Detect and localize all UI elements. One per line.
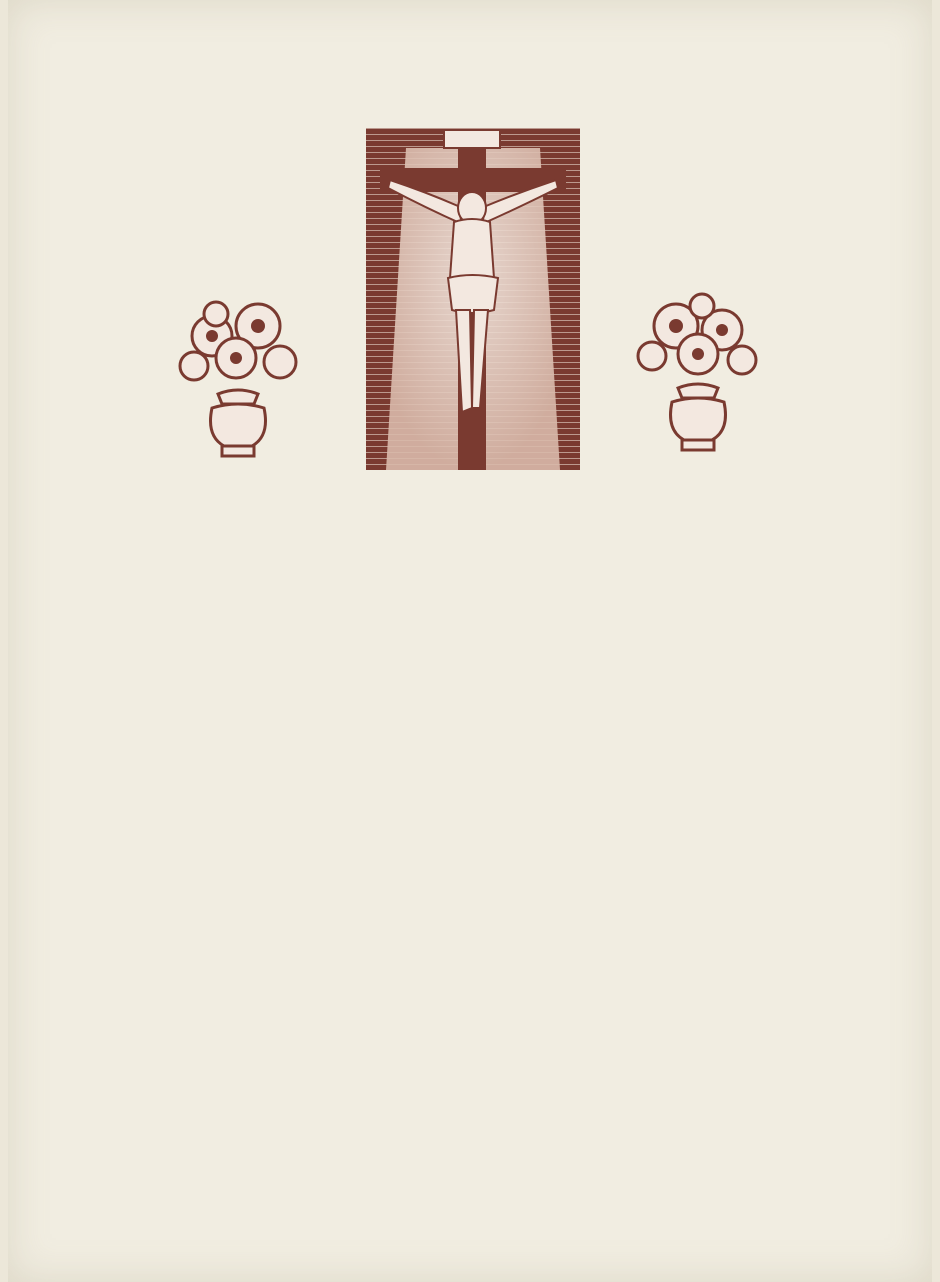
crucifix-woodcut-icon (366, 128, 580, 470)
column-1 (112, 524, 332, 544)
flower-vase-left-icon (172, 296, 302, 466)
flower-vase-right-icon (632, 290, 762, 460)
goigs-sheet (8, 0, 932, 1282)
column-3 (584, 524, 814, 544)
column-2 (346, 524, 576, 544)
